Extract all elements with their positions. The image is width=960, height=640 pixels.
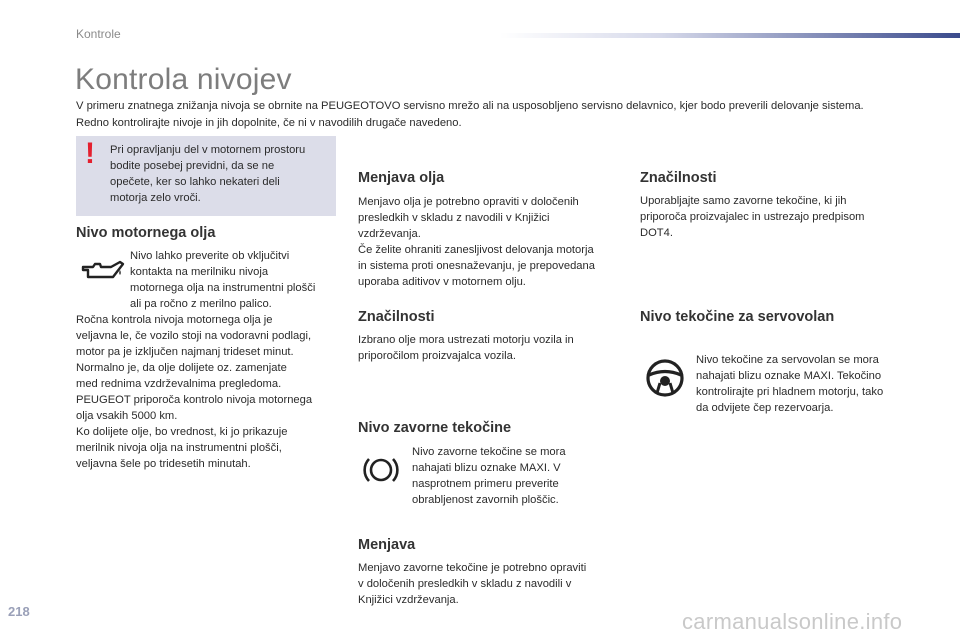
brake-warning-icon bbox=[362, 453, 400, 487]
intro-line: V primeru znatnega znižanja nivoja se obrnite na PEUGEOTOVO servisno mrežo ali na usposobljeno servisno delavnico, kjer bodo preverili delovanje sistema. bbox=[76, 100, 864, 112]
engine-oil-heading: Nivo motornega olja bbox=[76, 225, 216, 241]
oil-specs-heading: Značilnosti bbox=[358, 309, 435, 325]
steering-wheel-icon bbox=[645, 358, 685, 398]
brake-specs-text: Uporabljajte samo zavorne tekočine, ki jih priporoča proizvajalec in ustrezajo predpisom DOT4. bbox=[640, 195, 865, 239]
power-steering-text: Nivo tekočine za servovolan se mora nahajati blizu oznake MAXI. Tekočino kontrolirajte pri hladnem motorju, tako da odvijete čep rezervoarja. bbox=[696, 354, 884, 414]
engine-oil-intro: Nivo lahko preverite ob vključitvi kontakta na merilniku nivoja motornega olja na instrumentni plošči ali pa ročno z merilno palico. bbox=[130, 250, 316, 310]
header-bar bbox=[500, 33, 960, 38]
warning-icon: ! bbox=[85, 137, 95, 170]
brake-change-heading: Menjava bbox=[358, 537, 416, 553]
page-title: Kontrola nivojev bbox=[75, 63, 292, 96]
intro-line: Redno kontrolirajte nivoje in jih dopolnite, če ni v navodilih drugače navedeno. bbox=[76, 117, 462, 129]
brake-specs-heading: Značilnosti bbox=[640, 170, 717, 186]
section-header: Kontrole bbox=[76, 27, 121, 41]
watermark: carmanualsonline.info bbox=[682, 609, 903, 634]
oil-specs-text: Izbrano olje mora ustrezati motorju vozila in priporočilom proizvajalca vozila. bbox=[358, 334, 574, 362]
brake-fluid-text: Nivo zavorne tekočine se mora nahajati blizu oznake MAXI. V nasprotnem primeru preverite obrabljenost zavornih ploščic. bbox=[412, 446, 566, 506]
oil-change-text: Menjavo olja je potrebno opraviti v določenih presledkih v skladu z navodili v Knjižici vzdrževanja. Če želite ohraniti zanesljivost delovanja motorja in sistema proti onesnaževanju, je prepovedana uporaba aditivov v motornem olju. bbox=[358, 196, 595, 288]
warning-text: Pri opravljanju del v motornem prostoru bodite posebej previdni, da se ne opečete, ker so lahko nekateri deli motorja zelo vroči. bbox=[110, 144, 306, 204]
engine-oil-text: Ročna kontrola nivoja motornega olja je veljavna le, če vozilo stoji na vodoravni podlagi, motor pa je izključen najmanj trideset minut. Normalno je, da olje dolijete oz. zamenjate med rednima vzdrževalnima pregledoma. PEUGEOT priporoča kontrolo nivoja motornega olja vsakih 5000 km. Ko dolijete olje, bo vrednost, ki jo prikazuje merilnik nivoja olja na instrumentni plošči, veljavna šele po tridesetih minutah. bbox=[76, 314, 313, 470]
power-steering-heading: Nivo tekočine za servovolan bbox=[640, 309, 835, 325]
brake-fluid-heading: Nivo zavorne tekočine bbox=[358, 420, 512, 436]
page-number: 218 bbox=[8, 604, 30, 619]
brake-change-text: Menjavo zavorne tekočine je potrebno opraviti v določenih presledkih v skladu z navodili v Knjižici vzdrževanja. bbox=[358, 562, 587, 606]
oil-change-heading: Menjava olja bbox=[358, 170, 445, 186]
oil-can-icon bbox=[80, 258, 126, 284]
